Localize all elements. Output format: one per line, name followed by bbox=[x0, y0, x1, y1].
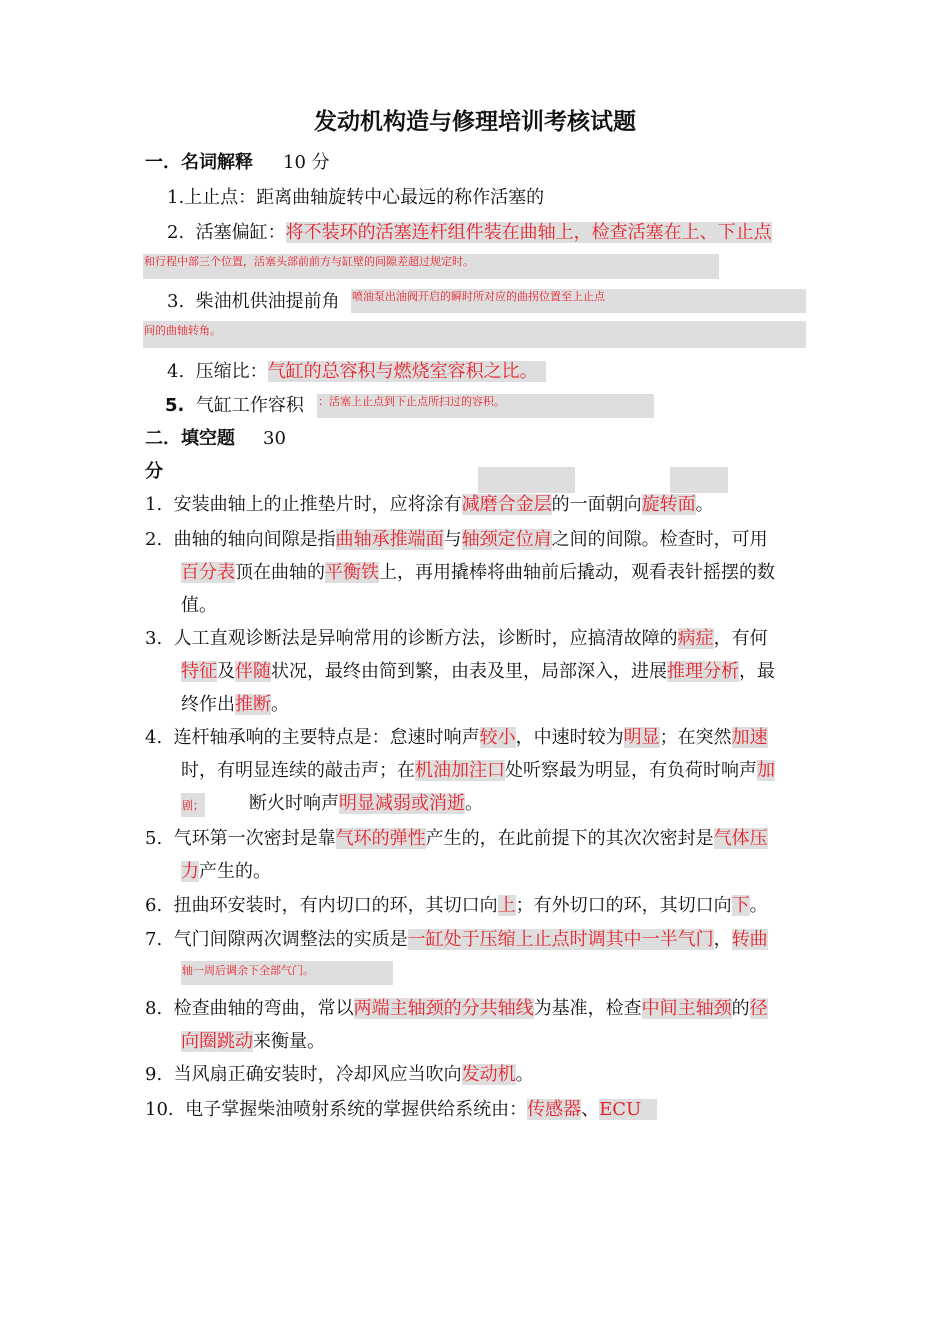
answer-field[interactable]: 病症 bbox=[677, 628, 714, 649]
answer-field[interactable]: 两端主轴颈的分共轴线 bbox=[353, 998, 534, 1019]
answer-field[interactable]: 曲轴承推端面 bbox=[335, 529, 444, 550]
section2-heading: 二．填空题 30 bbox=[145, 428, 286, 449]
fill-question-5-line2: 力产生的。 bbox=[181, 861, 271, 882]
answer-field[interactable]: 明显减弱或消逝 bbox=[339, 793, 465, 814]
answer-field[interactable] bbox=[478, 467, 575, 493]
fill-question-3: 3. 人工直观诊断法是异响常用的诊断方法，诊断时，应搞清故障的病症，有何 bbox=[145, 628, 768, 649]
fill-question-2-line2: 百分表顶在曲轴的平衡铁上，再用撬棒将曲轴前后撬动，观看表针摇摆的数 bbox=[181, 562, 775, 583]
answer-field[interactable]: 伴随 bbox=[235, 661, 271, 682]
section2-score-unit: 分 bbox=[145, 461, 163, 482]
fill-question-10: 10. 电子掌握柴油喷射系统的掌握供给系统由：传感器、ECU bbox=[145, 1099, 657, 1121]
answer-field[interactable]: 发动机 bbox=[461, 1064, 516, 1085]
answer-field[interactable]: 上 bbox=[497, 895, 516, 916]
fill-question-2-line3: 值。 bbox=[181, 595, 217, 616]
answer-field[interactable]: 机油加注口 bbox=[415, 760, 505, 781]
answer-field[interactable]: ：活塞上止点到下止点所扫过的容积。 bbox=[317, 394, 654, 418]
page-title: 发动机构造与修理培训考核试题 bbox=[314, 109, 636, 135]
answer-field[interactable]: 一缸处于压缩上止点时调其中一半气门 bbox=[407, 929, 714, 950]
answer-field[interactable]: 较小 bbox=[479, 727, 516, 748]
answer-field[interactable]: 传感器 bbox=[527, 1099, 582, 1120]
answer-field[interactable]: 下 bbox=[731, 895, 750, 916]
fill-question-8-line2: 向圈跳动来衡量。 bbox=[181, 1031, 325, 1052]
answer-field[interactable]: 旋转面 bbox=[641, 494, 696, 515]
answer-field[interactable]: 特征 bbox=[181, 661, 217, 682]
answer-field[interactable]: 喷油泵出油阀开启的瞬时所对应的曲拐位置至上止点 bbox=[351, 289, 806, 313]
fill-question-8: 8. 检查曲轴的弯曲，常以两端主轴颈的分共轴线为基准，检查中间主轴颈的径 bbox=[145, 998, 768, 1019]
def-question-1: 1.上止点：距离曲轴旋转中心最远的称作活塞的 bbox=[167, 187, 545, 208]
answer-field[interactable]: 转曲 bbox=[731, 929, 768, 950]
def-question-2: 2. 活塞偏缸：将不装环的活塞连杆组件装在曲轴上，检查活塞在上、下止点 bbox=[167, 222, 772, 243]
answer-field[interactable]: 向圈跳动 bbox=[181, 1031, 253, 1052]
def-question-5: 5. 气缸工作容积 bbox=[165, 395, 304, 416]
fill-question-3-line2: 特征及伴随状况，最终由简到繁，由表及里，局部深入，进展推理分析，最 bbox=[181, 661, 775, 682]
fill-question-4-line2: 时，有明显连续的敲击声；在机油加注口处听察最为明显，有负荷时响声加 bbox=[181, 760, 775, 781]
answer-field[interactable]: ECU bbox=[599, 1099, 657, 1120]
answer-field[interactable]: 将不装环的活塞连杆组件装在曲轴上，检查活塞在上、下止点 bbox=[285, 222, 772, 243]
answer-field[interactable]: 明显 bbox=[623, 727, 660, 748]
fill-question-3-line3: 终作出推断。 bbox=[181, 694, 289, 715]
fill-question-5: 5. 气环第一次密封是靠气环的弹性产生的，在此前提下的其次次密封是气体压 bbox=[145, 828, 768, 849]
fill-question-4-line3: 断火时响声明显减弱或消逝。 bbox=[249, 793, 483, 814]
answer-field[interactable]: 百分表 bbox=[181, 562, 235, 583]
fill-question-9: 9. 当风扇正确安装时，冷却风应当吹向发动机。 bbox=[145, 1064, 534, 1085]
answer-field[interactable]: 加速 bbox=[731, 727, 768, 748]
answer-field[interactable]: 气体压 bbox=[713, 828, 768, 849]
fill-question-7: 7. 气门间隙两次调整法的实质是一缸处于压缩上止点时调其中一半气门，转曲 bbox=[145, 929, 768, 950]
answer-field[interactable]: 剧； bbox=[181, 793, 205, 817]
answer-field[interactable]: 轴颈定位肩 bbox=[461, 529, 552, 550]
answer-field[interactable]: 间的曲轴转角。 bbox=[143, 321, 806, 348]
def-question-3: 3. 柴油机供油提前角 bbox=[167, 291, 340, 312]
answer-field[interactable] bbox=[670, 467, 728, 493]
answer-field[interactable]: 气环的弹性 bbox=[335, 828, 426, 849]
answer-field[interactable]: 推断 bbox=[235, 694, 271, 715]
fill-question-4: 4. 连杆轴承响的主要特点是：怠速时响声较小，中速时较为明显；在突然加速 bbox=[145, 727, 768, 748]
answer-field[interactable]: 中间主轴颈 bbox=[641, 998, 732, 1019]
fill-question-2: 2. 曲轴的轴向间隙是指曲轴承推端面与轴颈定位肩之间的间隙。检查时，可用 bbox=[145, 529, 768, 550]
answer-field[interactable]: 径 bbox=[749, 998, 768, 1019]
answer-field[interactable]: 力 bbox=[181, 861, 199, 882]
def-question-4: 4. 压缩比：气缸的总容积与燃烧室容积之比。 bbox=[167, 361, 546, 383]
fill-question-6: 6. 扭曲环安装时，有内切口的环，其切口向上；有外切口的环，其切口向下。 bbox=[145, 895, 768, 916]
answer-field[interactable]: 平衡铁 bbox=[325, 562, 379, 583]
answer-field[interactable]: 和行程中部三个位置，活塞头部前前方与缸壁的间隙差超过规定时。 bbox=[143, 254, 719, 279]
section1-heading: 一．名词解释 10 分 bbox=[145, 152, 330, 173]
answer-field[interactable]: 减磨合金层 bbox=[461, 494, 552, 515]
answer-field[interactable]: 气缸的总容积与燃烧室容积之比。 bbox=[268, 361, 546, 382]
fill-question-1: 1. 安装曲轴上的止推垫片时，应将涂有减磨合金层的一面朝向旋转面。 bbox=[145, 494, 714, 515]
answer-field[interactable]: 推理分析 bbox=[667, 661, 739, 682]
answer-field[interactable]: 加 bbox=[757, 760, 775, 781]
answer-field[interactable]: 轴一周后调余下全部气门。 bbox=[181, 961, 393, 985]
